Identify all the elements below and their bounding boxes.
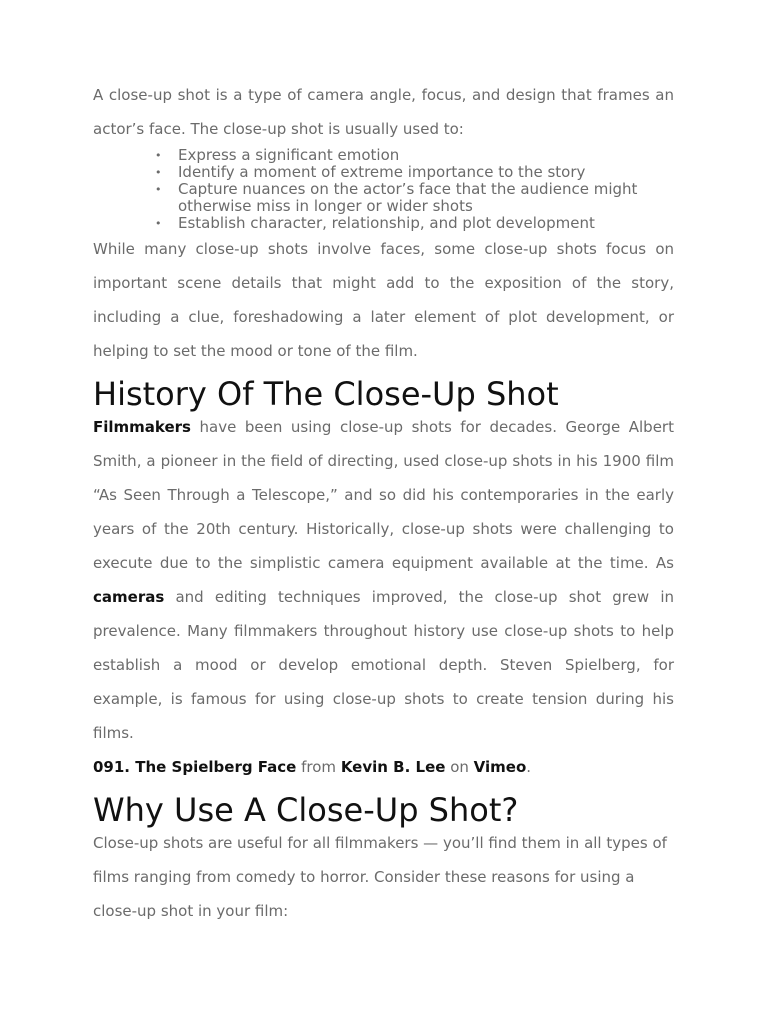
filmmakers-link[interactable]: Filmmakers	[93, 418, 191, 436]
reasons-list	[93, 147, 674, 232]
document-page	[93, 78, 674, 928]
list-item: • Express a significant emotion	[155, 146, 400, 164]
video-title-link[interactable]: 091. The Spielberg Face	[93, 758, 297, 776]
cameras-link[interactable]: cameras	[93, 588, 165, 606]
why-heading: Why Use A Close-Up Shot?	[93, 791, 519, 829]
video-credit: 091. The Spielberg Face from Kevin B. Lee on Vimeo.	[93, 758, 532, 776]
why-paragraph: Close-up shots are useful for all filmmakers — you’ll find them in all types of films ranging from comedy to horror. Consider these reasons for using a close-up shot in your film:	[93, 834, 667, 920]
bullet-icon: •	[155, 217, 162, 230]
intro-paragraph: A close-up shot is a type of camera angle, focus, and design that frames an actor’s face. The close-up shot is usually used to:	[93, 86, 674, 138]
author-link[interactable]: Kevin B. Lee	[340, 758, 446, 776]
bullet-icon: •	[155, 149, 162, 162]
list-item: • Identify a moment of extreme importance to the story	[155, 163, 586, 181]
scene-details-paragraph: While many close-up shots involve faces, some close-up shots focus on important scene details that might add to the exposition of the story, including a clue, foreshadowing a later element of plot development, or helping to set the mood or tone of the film.	[93, 240, 674, 360]
vimeo-link[interactable]: Vimeo	[473, 758, 527, 776]
bullet-icon: •	[155, 183, 162, 196]
list-item: • Establish character, relationship, and plot development	[155, 214, 595, 232]
history-heading: History Of The Close-Up Shot	[93, 375, 559, 413]
list-item: • Capture nuances on the actor’s face that the audience might otherwise miss in longer or wider shots	[155, 180, 638, 215]
history-paragraph: Filmmakers have been using close-up shots for decades. George Albert Smith, a pioneer in the field of directing, used close-up shots in his 1900 film “As Seen Through a Telescope,” and so did his contemporaries in the early years of the 20th century. Historically, close-up shots were challenging to execute due to the simplistic camera equipment available at the time. As cameras and editing techniques improved, the close-up shot grew in prevalence. Many filmmakers throughout history use close-up shots to help establish a mood or develop emotional depth. Steven Spielberg, for example, is famous for using close-up shots to create tension during his films.	[93, 418, 674, 742]
bullet-icon: •	[155, 166, 162, 179]
